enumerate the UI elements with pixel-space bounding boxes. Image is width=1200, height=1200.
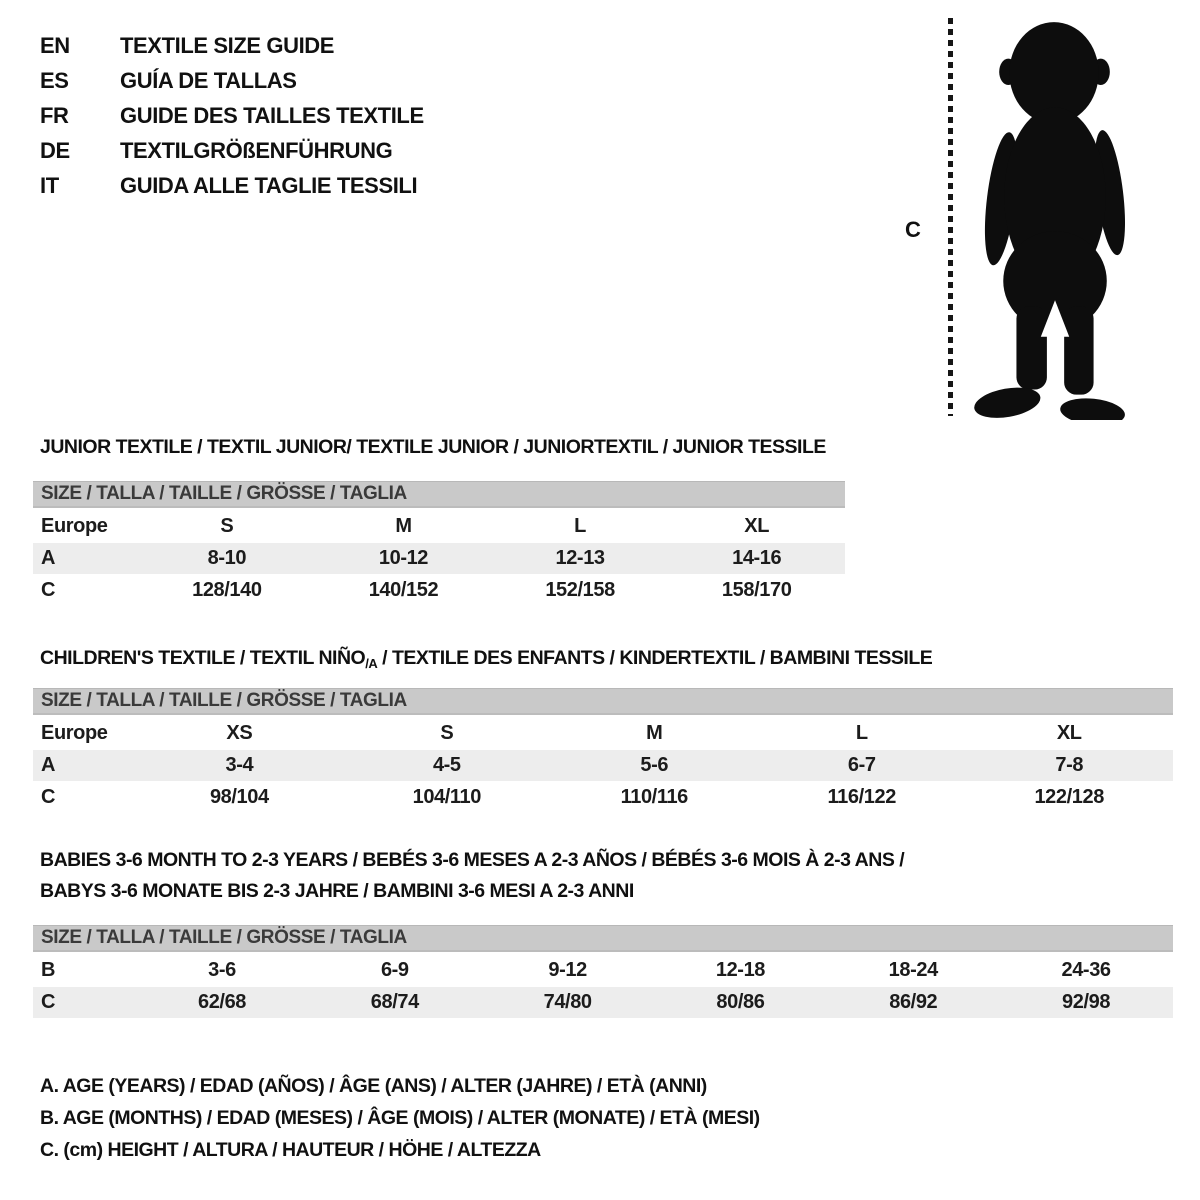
size-header-bar (33, 688, 1173, 715)
lang-title: TEXTILGRÖßENFÜHRUNG (120, 137, 393, 163)
height-cell: 80/86 (716, 991, 765, 1013)
children-size-table (33, 688, 1173, 813)
size-header-bar (33, 925, 1173, 952)
row-label: C (41, 579, 56, 601)
size-cell: M (646, 722, 663, 744)
height-cell: 62/68 (197, 991, 247, 1013)
lang-code: DE (40, 137, 70, 163)
table-row (33, 718, 1173, 749)
measure-legend (40, 1070, 760, 1166)
height-cell: 86/92 (889, 991, 938, 1013)
size-cell: XL (1056, 722, 1082, 744)
table-row (33, 575, 845, 606)
babies-section-title (40, 845, 904, 907)
children-title-sub: /A (365, 656, 378, 671)
height-cell: 140/152 (368, 579, 439, 601)
age-cell: 7-8 (1055, 754, 1084, 776)
size-header-label: SIZE / TALLA / TAILLE / GRÖSSE / TAGLIA (41, 927, 407, 948)
babies-size-table (33, 925, 1173, 1018)
lang-row-es (40, 63, 424, 98)
height-cell: 110/116 (620, 786, 688, 808)
lang-code: IT (40, 172, 59, 198)
height-cell: 68/74 (370, 991, 419, 1013)
toddler-silhouette (962, 14, 1146, 420)
children-title-part2: / TEXTILE DES ENFANTS / KINDERTEXTIL / BAMBINI TESSILE (377, 647, 933, 669)
height-cell: 98/104 (209, 786, 269, 808)
height-measure-label: C (905, 217, 921, 242)
age-cell: 18-24 (888, 959, 938, 981)
row-label: A (41, 754, 56, 776)
age-cell: 10-12 (378, 547, 429, 569)
lang-code: EN (40, 32, 70, 58)
size-cell: S (220, 515, 234, 537)
height-cell: 92/98 (1062, 991, 1111, 1013)
children-title-part1: CHILDREN'S TEXTILE / TEXTIL NIÑO (40, 647, 366, 669)
row-label: Europe (41, 722, 108, 744)
lang-title: TEXTILE SIZE GUIDE (120, 32, 335, 58)
babies-title-line2: BABYS 3-6 MONATE BIS 2-3 JAHRE / BAMBINI 3-6 MESI A 2-3 ANNI (40, 880, 634, 902)
row-label: A (41, 547, 56, 569)
row-label: C (41, 991, 56, 1013)
row-label: B (41, 959, 56, 981)
size-cell: XS (226, 722, 253, 744)
age-cell: 12-18 (715, 959, 766, 981)
age-cell: 3-4 (225, 754, 254, 776)
children-section-title (40, 647, 932, 671)
lang-title: GUÍA DE TALLAS (120, 67, 297, 93)
age-cell: 9-12 (548, 959, 587, 981)
table-row (33, 750, 1173, 781)
size-cell: XL (744, 515, 770, 537)
size-cell: M (395, 515, 412, 537)
height-cell: 116/122 (827, 786, 896, 808)
age-cell: 6-9 (380, 959, 409, 981)
age-cell: 6-7 (847, 754, 876, 776)
age-cell: 24-36 (1061, 959, 1111, 981)
lang-row-it (40, 168, 424, 203)
legend-line-b: B. AGE (MONTHS) / EDAD (MESES) / ÂGE (MOIS) / ALTER (MONATE) / ETÀ (MESI) (40, 1106, 760, 1129)
row-label: Europe (41, 515, 108, 537)
table-row (33, 955, 1173, 986)
table-row (33, 543, 845, 574)
height-cell: 122/128 (1034, 786, 1104, 808)
lang-row-fr (40, 98, 424, 133)
height-cell: 128/140 (192, 579, 262, 601)
age-cell: 5-6 (640, 754, 669, 776)
table-row (33, 987, 1173, 1018)
height-cell: 74/80 (543, 991, 592, 1013)
size-header-bar (33, 481, 845, 508)
babies-title-line1: BABIES 3-6 MONTH TO 2-3 YEARS / BEBÉS 3-6 MESES A 2-3 AÑOS / BÉBÉS 3-6 MOIS À 2-3 ANS / (40, 849, 905, 871)
size-cell: S (440, 722, 454, 744)
lang-title: GUIDA ALLE TAGLIE TESSILI (120, 172, 418, 198)
age-cell: 8-10 (207, 547, 247, 569)
lang-title: GUIDE DES TAILLES TEXTILE (120, 102, 424, 128)
age-cell: 3-6 (208, 959, 236, 981)
language-title-list (40, 28, 424, 203)
age-cell: 4-5 (432, 754, 461, 776)
table-row (33, 511, 845, 542)
lang-row-de (40, 133, 424, 168)
height-cell: 152/158 (545, 579, 615, 601)
size-cell: L (574, 515, 586, 537)
size-cell: L (855, 722, 868, 744)
height-cell: 104/110 (412, 786, 481, 808)
height-measure-dashed-line (948, 18, 953, 416)
size-header-label: SIZE / TALLA / TAILLE / GRÖSSE / TAGLIA (41, 483, 407, 504)
size-header-label: SIZE / TALLA / TAILLE / GRÖSSE / TAGLIA (41, 690, 407, 711)
junior-section-title: JUNIOR TEXTILE / TEXTIL JUNIOR/ TEXTILE JUNIOR / JUNIORTEXTIL / JUNIOR TESSILE (40, 436, 826, 458)
height-cell: 158/170 (721, 579, 792, 601)
lang-code: ES (40, 67, 69, 93)
row-label: C (41, 786, 56, 808)
age-cell: 14-16 (732, 547, 782, 569)
table-row (33, 782, 1173, 813)
junior-size-table (33, 481, 845, 606)
age-cell: 12-13 (555, 547, 605, 569)
legend-line-a: A. AGE (YEARS) / EDAD (AÑOS) / ÂGE (ANS) / ALTER (JAHRE) / ETÀ (ANNI) (40, 1074, 707, 1097)
lang-code: FR (40, 102, 69, 128)
lang-row-en (40, 28, 424, 63)
legend-line-c: C. (cm) HEIGHT / ALTURA / HAUTEUR / HÖHE / ALTEZZA (40, 1138, 541, 1161)
